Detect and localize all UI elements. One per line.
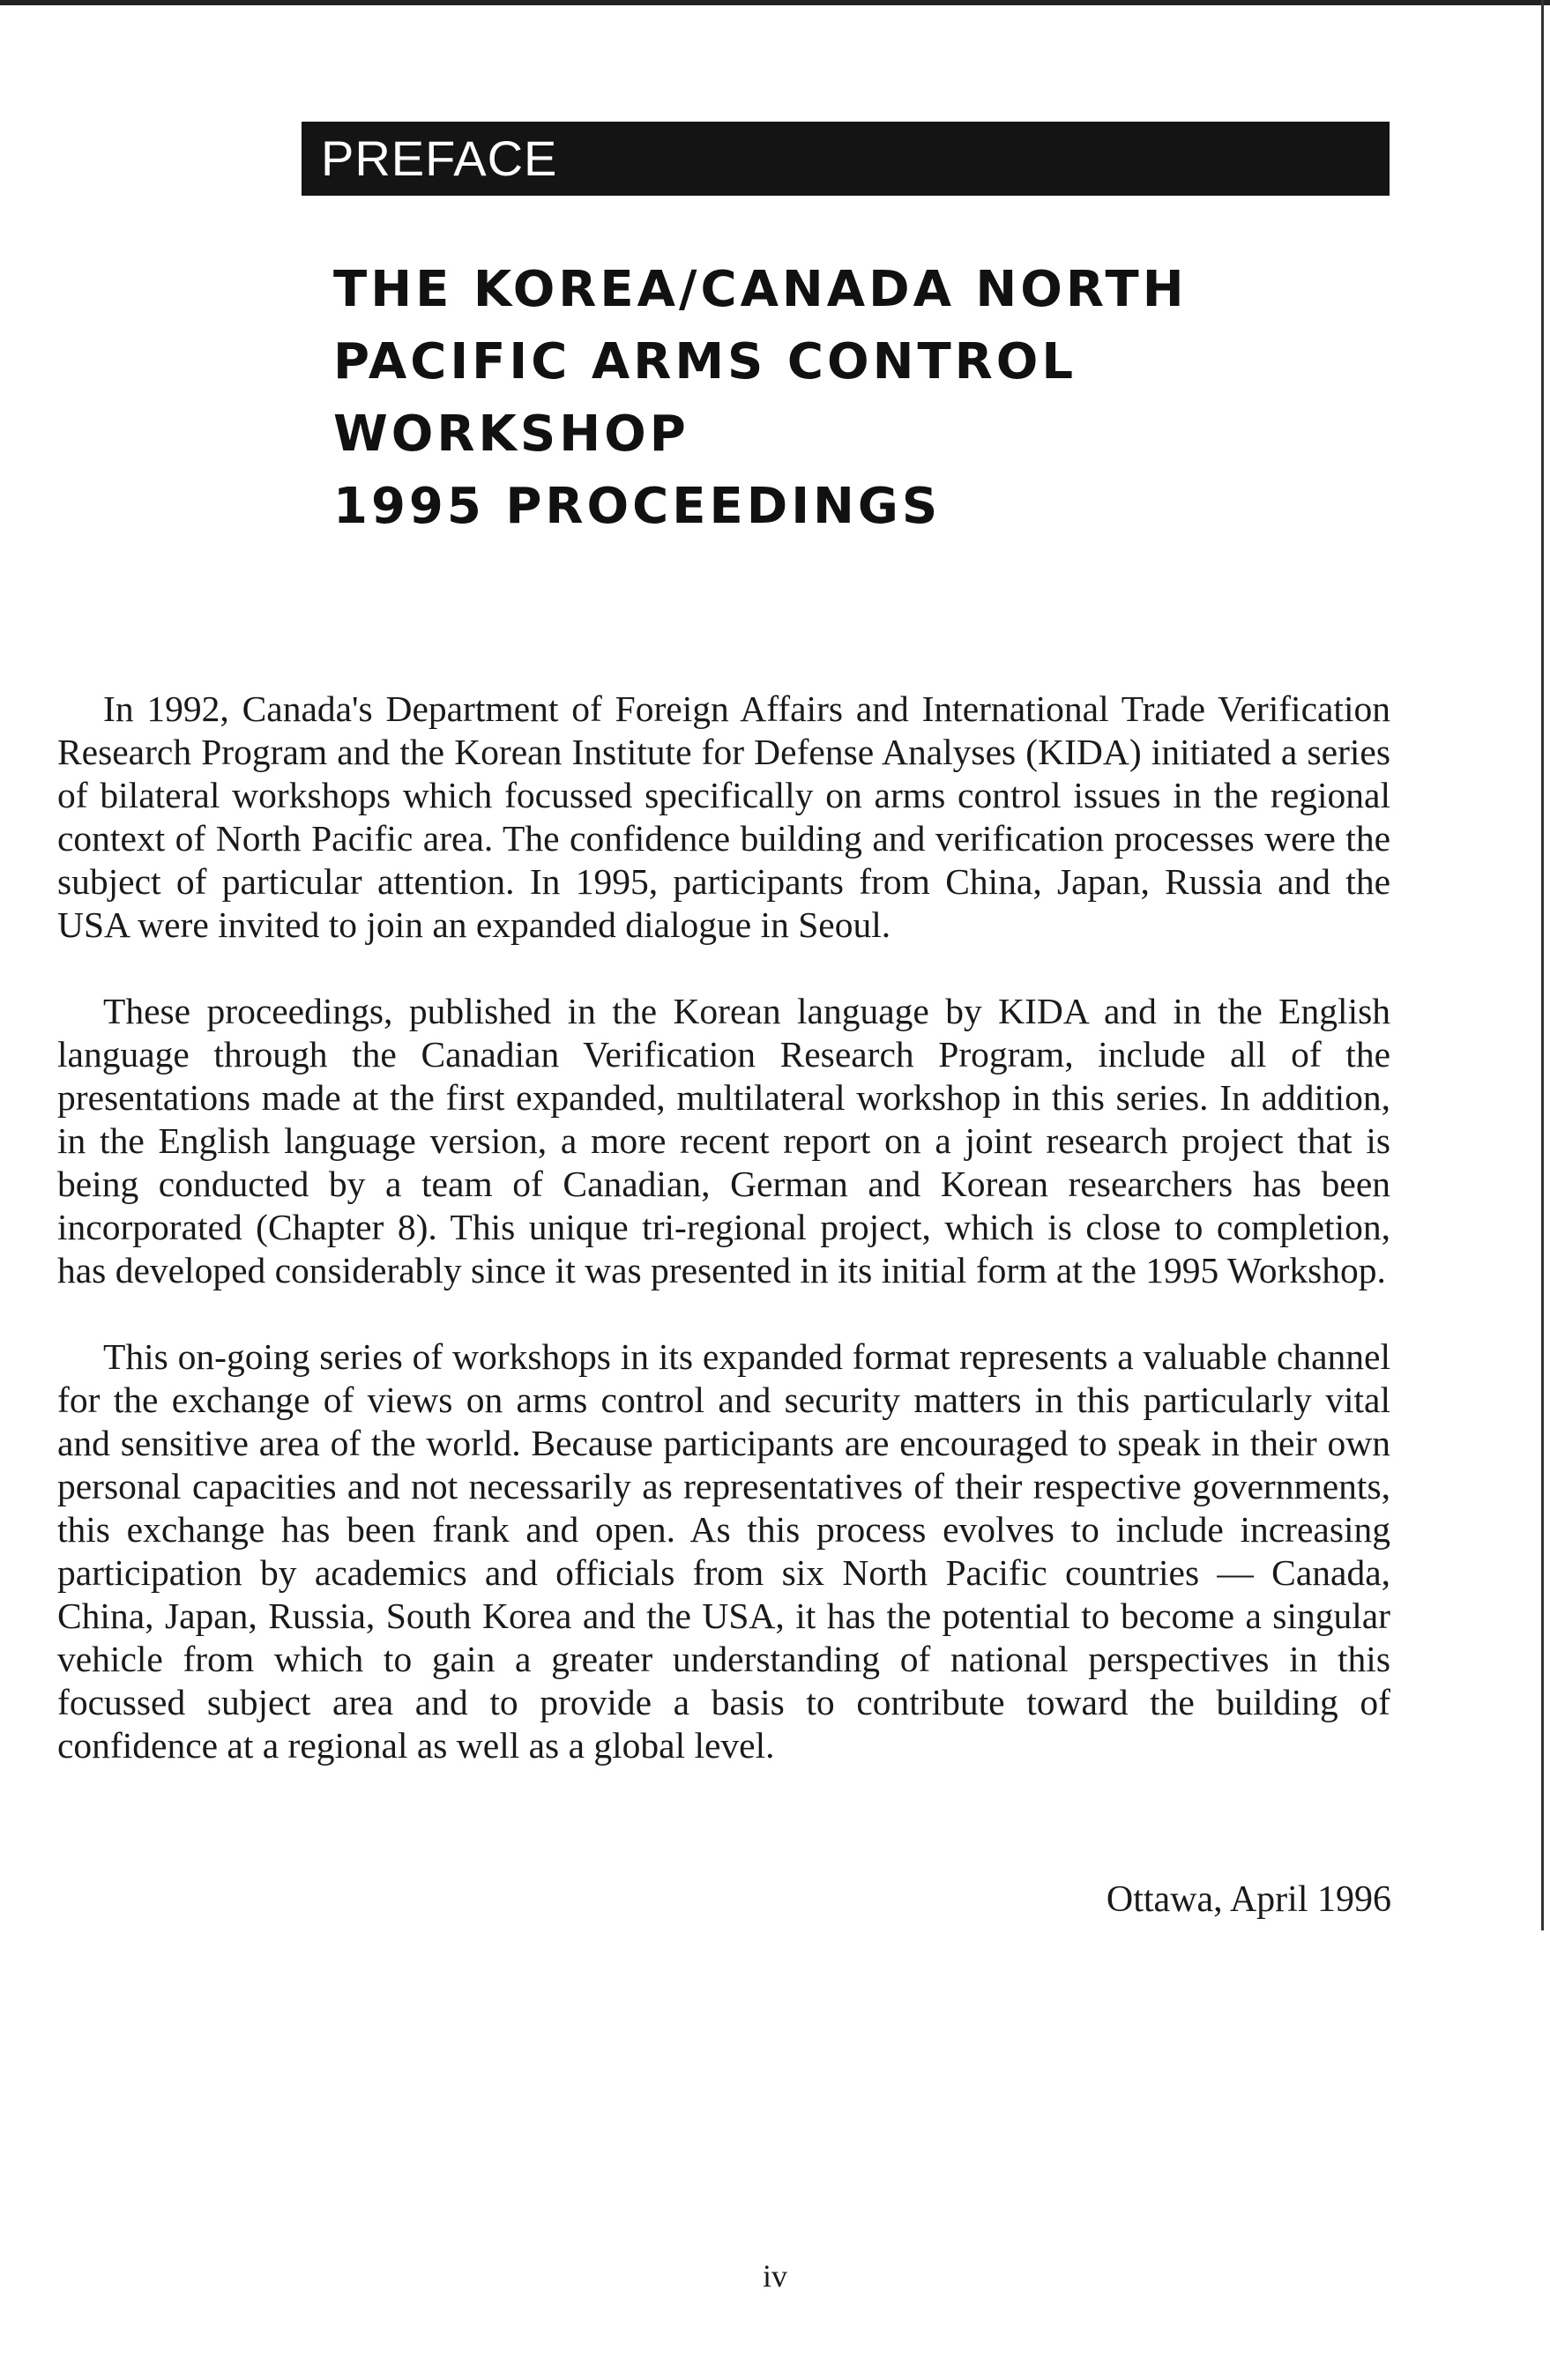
section-label: PREFACE bbox=[321, 130, 558, 186]
right-border-rule bbox=[1541, 0, 1544, 1930]
document-title bbox=[333, 254, 1303, 543]
top-border-rule bbox=[0, 0, 1550, 5]
paragraph-2: These proceedings, published in the Korean language by KIDA and in the English language through the Canadian Verification Research Program, include all of the presentations made at the first expanded, multilateral workshop in this series. In addition, in the English language version, a more recent report on a joint research project that is being conducted by a team of Canadian, German and Korean researchers has been incorporated (Chapter 8). This unique tri-regional project, which is close to completion, has developed considerably since it was presented in its initial form at the 1995 Workshop. bbox=[57, 991, 1390, 1290]
title-line-4: 1995 PROCEEDINGS bbox=[333, 478, 942, 535]
title-line-2: PACIFIC ARMS CONTROL bbox=[333, 333, 1077, 390]
title-line-3: WORKSHOP bbox=[333, 405, 689, 463]
paragraph-3: This on-going series of workshops in its expanded format represents a valuable channel for the exchange of views on arms control and security matters in this particularly vital and sensitive area of the world. Because participants are encouraged to speak in their own personal capacities and not necessarily as representatives of their respective governments, this exchange has been frank and open. As this process evolves to include increasing participation by academics and officials from six North Pacific countries — Canada, China, Japan, Russia, South Korea and the USA, it has the potential to become a singular vehicle from which to gain a greater understanding of national perspectives in this focussed subject area and to provide a basis to contribute toward the building of confidence at a regional as well as a global level. bbox=[57, 1336, 1390, 1766]
title-line-1: THE KOREA/CANADA NORTH bbox=[333, 261, 1188, 318]
page-number: iv bbox=[762, 2258, 787, 2294]
signoff-place-date: Ottawa, April 1996 bbox=[1106, 1879, 1391, 1920]
preface-body bbox=[57, 688, 1390, 1811]
section-header-bar bbox=[302, 122, 1390, 196]
paragraph-1: In 1992, Canada's Department of Foreign Affairs and International Trade Verification Research Program and the Korean Institute for Defense Analyses (KIDA) initiated a series of bilateral workshops which focussed specifically on arms control issues in the regional context of North Pacific area. The confidence building and verification processes were the subject of particular attention. In 1995, participants from China, Japan, Russia and the USA were invited to join an expanded dialogue in Seoul. bbox=[57, 688, 1390, 945]
